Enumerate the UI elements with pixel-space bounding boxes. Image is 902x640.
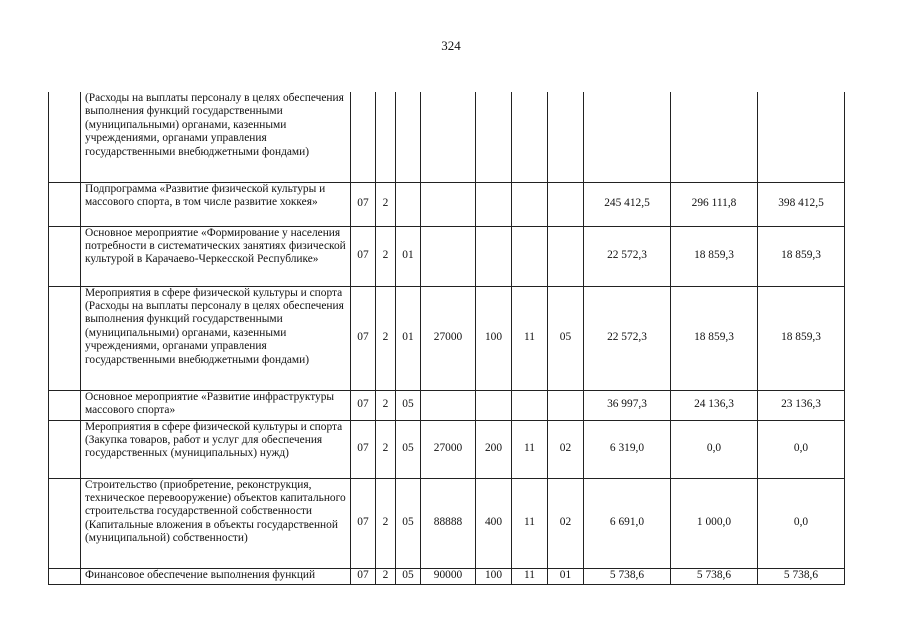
- code-cell: [476, 182, 512, 226]
- code-cell: 05: [396, 390, 421, 420]
- value-cell: 23 136,3: [758, 390, 845, 420]
- code-cell: 07: [351, 390, 376, 420]
- blank-cell: [49, 92, 81, 182]
- row-name: Основное мероприятие «Формирование у населения потребности в систематических занятиях физической культурой в Карачаево-Черкесской Республике»: [81, 226, 351, 286]
- value-cell: 18 859,3: [671, 226, 758, 286]
- code-cell: 2: [376, 182, 396, 226]
- value-cell: 18 859,3: [758, 286, 845, 390]
- table-row: [49, 568, 845, 584]
- value-cell: 22 572,3: [584, 286, 671, 390]
- code-cell: [548, 92, 584, 182]
- code-cell: 01: [548, 568, 584, 584]
- value-cell: 18 859,3: [671, 286, 758, 390]
- value-cell: 0,0: [671, 420, 758, 478]
- code-cell: 400: [476, 478, 512, 568]
- code-cell: [421, 182, 476, 226]
- budget-table: [48, 92, 845, 585]
- value-cell: 5 738,6: [584, 568, 671, 584]
- row-name: Подпрограмма «Развитие физической культуры и массового спорта, в том числе развитие хоккея»: [81, 182, 351, 226]
- code-cell: 05: [548, 286, 584, 390]
- table-row: [49, 92, 845, 182]
- code-cell: [476, 226, 512, 286]
- value-cell: 6 319,0: [584, 420, 671, 478]
- blank-cell: [49, 226, 81, 286]
- code-cell: [476, 92, 512, 182]
- code-cell: [512, 182, 548, 226]
- code-cell: 100: [476, 286, 512, 390]
- code-cell: 200: [476, 420, 512, 478]
- value-cell: 0,0: [758, 420, 845, 478]
- value-cell: 1 000,0: [671, 478, 758, 568]
- row-name: Финансовое обеспечение выполнения функций: [81, 568, 351, 584]
- code-cell: 2: [376, 390, 396, 420]
- code-cell: [396, 92, 421, 182]
- table-row: [49, 390, 845, 420]
- code-cell: 05: [396, 478, 421, 568]
- blank-cell: [49, 478, 81, 568]
- value-cell: [584, 92, 671, 182]
- code-cell: 02: [548, 478, 584, 568]
- value-cell: 22 572,3: [584, 226, 671, 286]
- table-row: [49, 286, 845, 390]
- code-cell: 2: [376, 568, 396, 584]
- code-cell: 07: [351, 568, 376, 584]
- value-cell: 5 738,6: [758, 568, 845, 584]
- row-name: Основное мероприятие «Развитие инфраструктуры массового спорта»: [81, 390, 351, 420]
- table-row: [49, 478, 845, 568]
- code-cell: [421, 226, 476, 286]
- value-cell: 0,0: [758, 478, 845, 568]
- code-cell: [351, 92, 376, 182]
- code-cell: [512, 390, 548, 420]
- code-cell: [512, 92, 548, 182]
- code-cell: 11: [512, 286, 548, 390]
- code-cell: 88888: [421, 478, 476, 568]
- code-cell: [548, 182, 584, 226]
- table-row: [49, 420, 845, 478]
- table-row: [49, 182, 845, 226]
- value-cell: 296 111,8: [671, 182, 758, 226]
- value-cell: [758, 92, 845, 182]
- code-cell: 07: [351, 478, 376, 568]
- row-name: Строительство (приобретение, реконструкция, техническое перевооружение) объектов капитального строительства государственной собственности (Капитальные вложения в объекты государственной (муниципальной) собственности): [81, 478, 351, 568]
- code-cell: 02: [548, 420, 584, 478]
- value-cell: 5 738,6: [671, 568, 758, 584]
- code-cell: 01: [396, 226, 421, 286]
- blank-cell: [49, 420, 81, 478]
- value-cell: 398 412,5: [758, 182, 845, 226]
- blank-cell: [49, 390, 81, 420]
- page-number: 324: [441, 38, 461, 53]
- code-cell: 01: [396, 286, 421, 390]
- code-cell: 11: [512, 420, 548, 478]
- code-cell: 90000: [421, 568, 476, 584]
- code-cell: 05: [396, 568, 421, 584]
- code-cell: 07: [351, 226, 376, 286]
- value-cell: 18 859,3: [758, 226, 845, 286]
- code-cell: 2: [376, 420, 396, 478]
- code-cell: [376, 92, 396, 182]
- code-cell: 07: [351, 182, 376, 226]
- code-cell: 2: [376, 226, 396, 286]
- code-cell: [396, 182, 421, 226]
- code-cell: 2: [376, 478, 396, 568]
- code-cell: 2: [376, 286, 396, 390]
- blank-cell: [49, 182, 81, 226]
- blank-cell: [49, 286, 81, 390]
- blank-cell: [49, 568, 81, 584]
- code-cell: 27000: [421, 286, 476, 390]
- code-cell: [421, 390, 476, 420]
- code-cell: 11: [512, 568, 548, 584]
- code-cell: [421, 92, 476, 182]
- value-cell: 6 691,0: [584, 478, 671, 568]
- value-cell: 245 412,5: [584, 182, 671, 226]
- code-cell: 07: [351, 420, 376, 478]
- row-name: Мероприятия в сфере физической культуры и спорта (Расходы на выплаты персоналу в целях обеспечения выполнения функций государственными (муниципальными) органами, казенными учреждениями, органами управления государственными внебюджетными фондами): [81, 286, 351, 390]
- code-cell: [548, 390, 584, 420]
- table-row: [49, 226, 845, 286]
- code-cell: 05: [396, 420, 421, 478]
- code-cell: [512, 226, 548, 286]
- code-cell: 11: [512, 478, 548, 568]
- value-cell: [671, 92, 758, 182]
- row-name: Мероприятия в сфере физической культуры и спорта (Закупка товаров, работ и услуг для обеспечения государственных (муниципальных) нужд): [81, 420, 351, 478]
- code-cell: 07: [351, 286, 376, 390]
- value-cell: 36 997,3: [584, 390, 671, 420]
- code-cell: [548, 226, 584, 286]
- code-cell: 27000: [421, 420, 476, 478]
- code-cell: [476, 390, 512, 420]
- code-cell: 100: [476, 568, 512, 584]
- row-name: (Расходы на выплаты персоналу в целях обеспечения выполнения функций государственными (муниципальными) органами, казенными учреждениями, органами управления государственными внебюджетными фондами): [81, 92, 351, 182]
- value-cell: 24 136,3: [671, 390, 758, 420]
